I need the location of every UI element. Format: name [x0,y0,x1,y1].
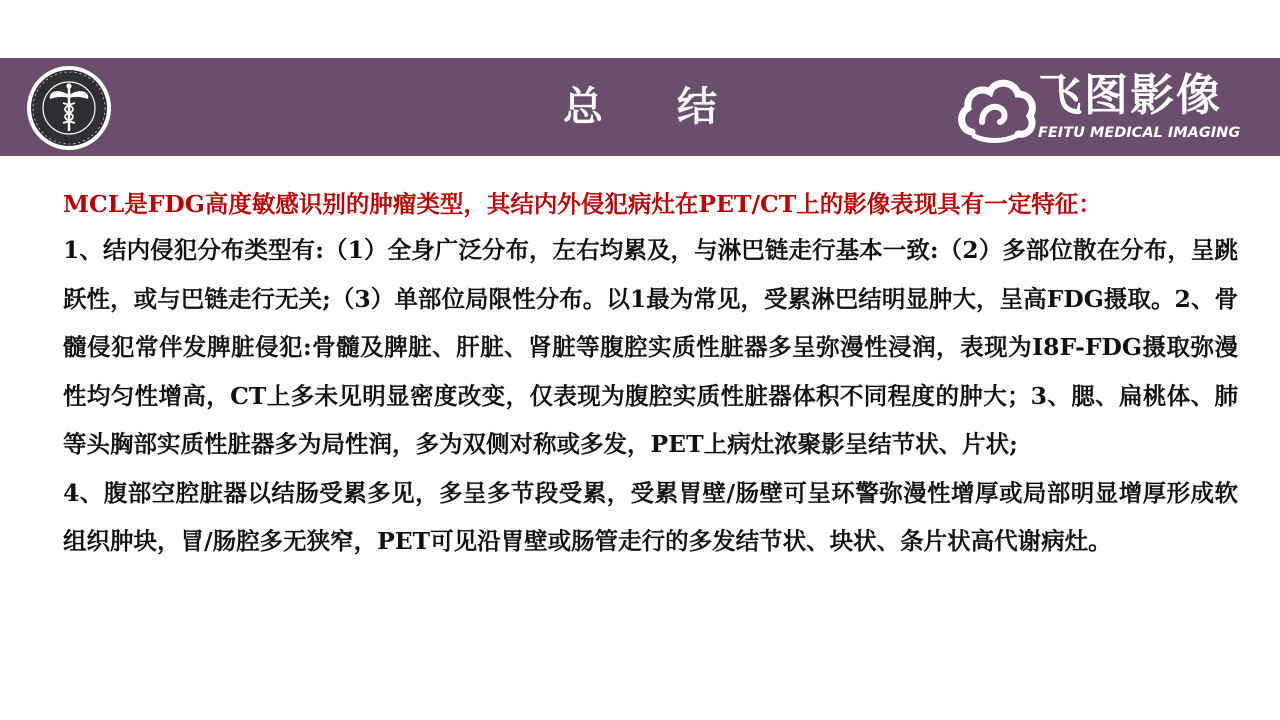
summary-paragraph-1: 1、结内侵犯分布类型有:（1）全身广泛分布，左右均累及，与淋巴链走行基本一致:（2）多部位散在分布，呈跳跃性，或与巴链走行无关;（3）单部位局限性分布。以1最为常见，受累淋巴结明显肿大，呈高FDG摄取。2、骨髓侵犯常伴发脾脏侵犯:骨髓及脾脏、肝脏、肾脏等腹腔实质性脏器多呈弥漫性浸润，表现为I8F-FDG摄取弥漫性均匀性增高，CT上多未见明显密度改变，仅表现为腹腔实质性脏器体积不同程度的肿大；3、腮、扁桃体、肺等头胸部实质性脏器多为局性润，多为双侧对称或多发，PET上病灶浓聚影呈结节状、片状; [63,236,1239,458]
cloud-logo-icon [956,72,1036,146]
brand-logo [956,68,1266,150]
brand-name: 飞图影像 [1038,70,1222,121]
header-bar [0,58,1280,156]
slide-title: 总 结 [563,84,747,130]
brand-subtitle: FEITU MEDICAL IMAGING [1038,125,1241,141]
summary-paragraph-2: 4、腹部空腔脏器以结肠受累多见，多呈多节段受累，受累胃壁/肠壁可呈环警弥漫性增厚或局部明显增厚形成软组织肿块，冒/肠腔多无狭窄，PET可见沿胃壁或肠管走行的多发结节状、块状、条片状高代谢病灶。 [63,478,1238,555]
summary-content [63,182,1238,566]
summary-lead: MCL是FDG高度敏感识别的肿瘤类型，其结内外侵犯病灶在PET/CT上的影像表现具有一定特征： [63,190,1102,218]
